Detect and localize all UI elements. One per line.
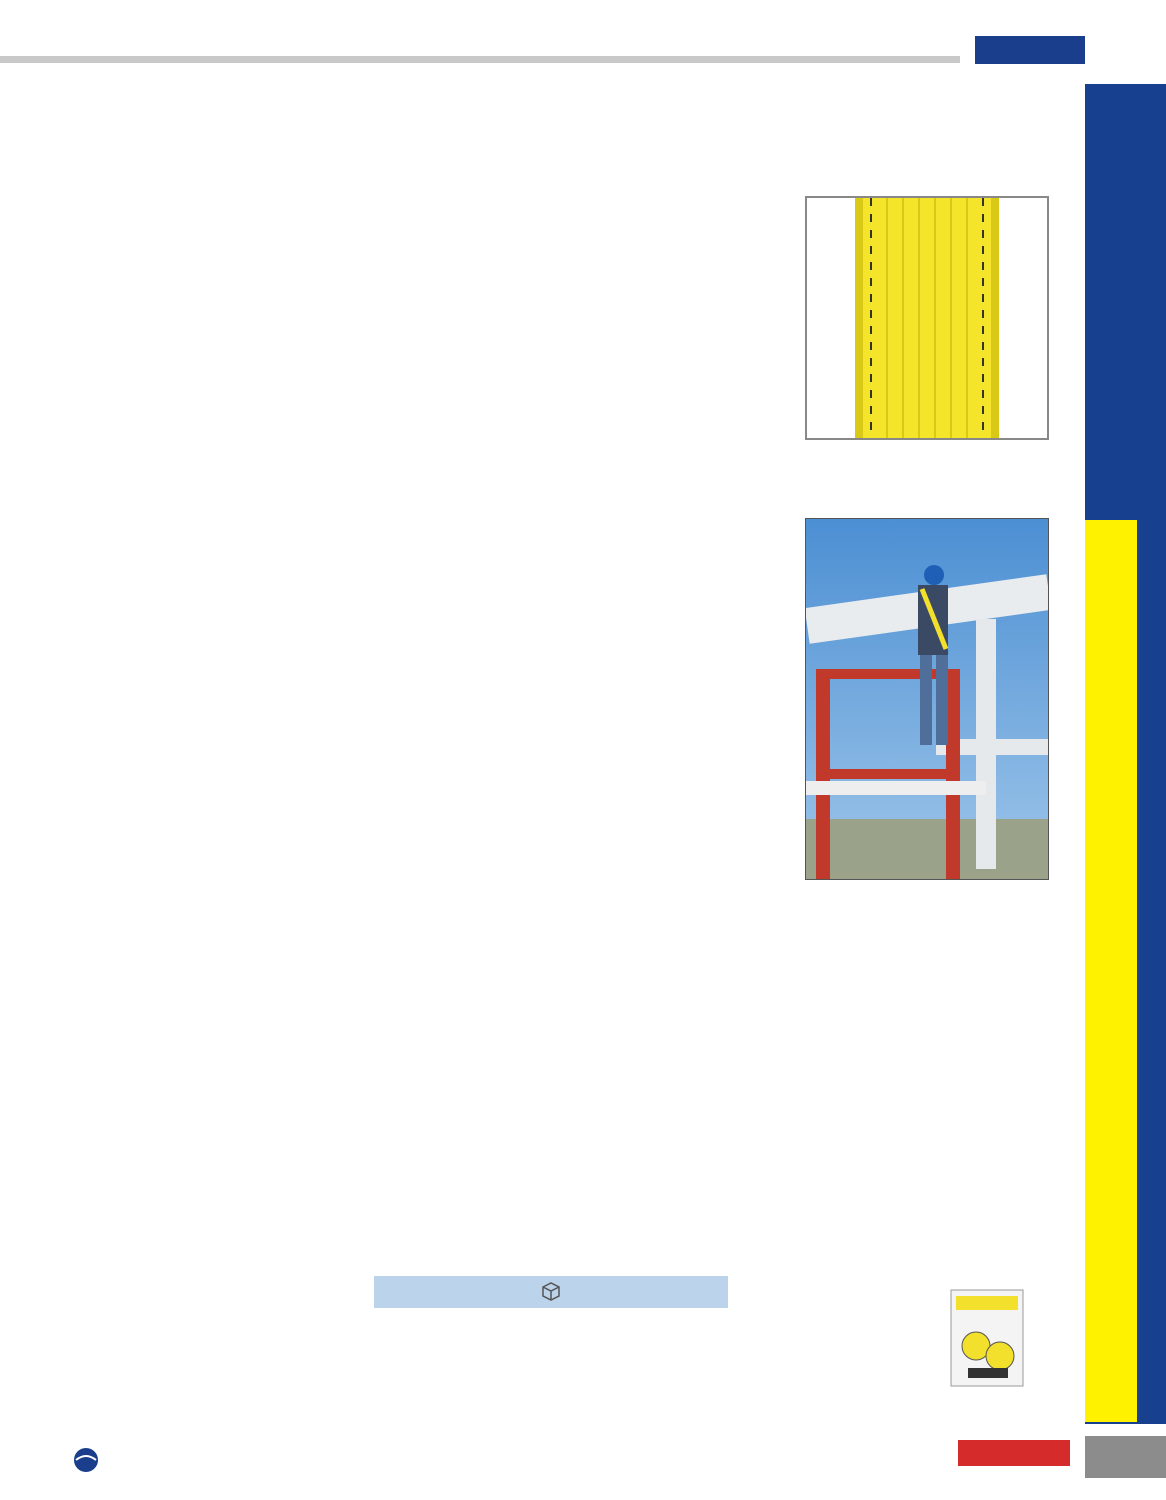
box-icon — [374, 1276, 728, 1308]
page-number — [1085, 1436, 1166, 1478]
sidebar-yellow-band — [1085, 520, 1137, 1422]
nylon-webbing-image — [805, 196, 1049, 440]
surtek-logo — [975, 36, 1085, 64]
grupo-urrea-logo — [72, 1446, 252, 1480]
spec-table — [374, 1276, 728, 1308]
product-package-image — [948, 1286, 1026, 1390]
testcenter-logo — [958, 1436, 1070, 1480]
worker-photo — [805, 518, 1049, 880]
table-header-row — [374, 1276, 728, 1308]
top-rule — [0, 56, 960, 63]
